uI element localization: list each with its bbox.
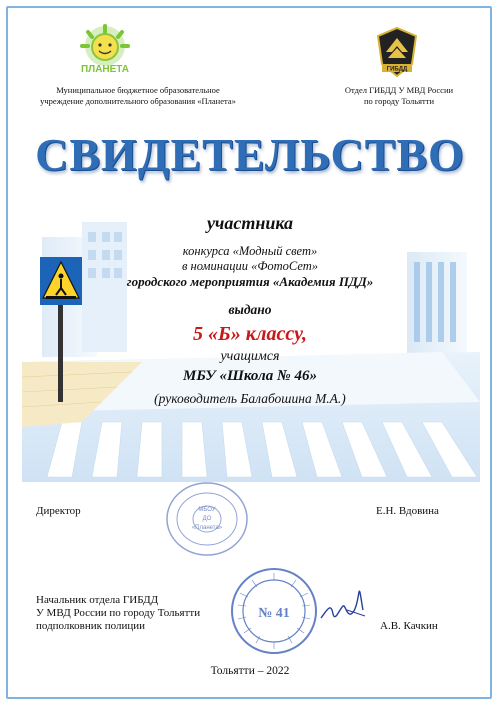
chief-name: А.В. Качкин (380, 620, 438, 632)
recipient-name: 5 «Б» классу, (192, 323, 307, 345)
handwritten-signature-icon (317, 580, 369, 630)
organization-right (315, 85, 483, 107)
org-left-line2: учреждение дополнительного образования «Планета» (40, 96, 236, 106)
svg-text:«Планета»: «Планета» (191, 525, 223, 531)
nomination-name: в номинации «ФотоСет» (182, 259, 318, 273)
footer-city-year: Тольятти – 2022 (210, 665, 290, 677)
students-label: учащимся (220, 349, 280, 364)
svg-text:ДО: ДО (202, 516, 212, 522)
supervisor-name: (руководитель Балабошина М.А.) (154, 391, 346, 406)
gibdd-emblem-icon (374, 26, 420, 78)
director-title: Директор (36, 505, 81, 517)
org-left-line1: Муниципальное бюджетное образовательное (56, 85, 220, 95)
event-name: городского мероприятия «Академия ПДД» (126, 274, 374, 289)
chief-credentials (36, 594, 200, 633)
contest-name: конкурса «Модный свет» (182, 244, 318, 258)
certificate-title: СВИДЕТЕЛЬСТВО (35, 129, 465, 180)
planeta-logo (78, 24, 132, 76)
issued-label: выдано (228, 302, 272, 317)
director-name: Е.Н. Вдовина (376, 505, 439, 517)
svg-text:МБОУ: МБОУ (198, 507, 216, 513)
svg-text:ГИБДД: ГИБДД (386, 66, 408, 73)
organization-left (28, 85, 248, 107)
chief-line2: У МВД России по городу Тольятти (36, 607, 201, 619)
org-right-line1: Отдел ГИБДД У МВД России (344, 85, 454, 95)
gibdd-stamp-icon (226, 565, 322, 657)
chief-line1: Начальник отдела ГИБДД (36, 594, 159, 606)
school-stamp-icon (155, 475, 255, 560)
chief-line3: подполковник полиции (36, 620, 146, 632)
school-name: МБУ «Школа № 46» (183, 368, 317, 384)
org-right-line2: по городу Тольятти (363, 96, 435, 106)
svg-text:ПЛАНЕТА: ПЛАНЕТА (80, 64, 130, 75)
svg-text:№ 41: № 41 (258, 606, 290, 621)
participant-role: участника (206, 213, 294, 233)
